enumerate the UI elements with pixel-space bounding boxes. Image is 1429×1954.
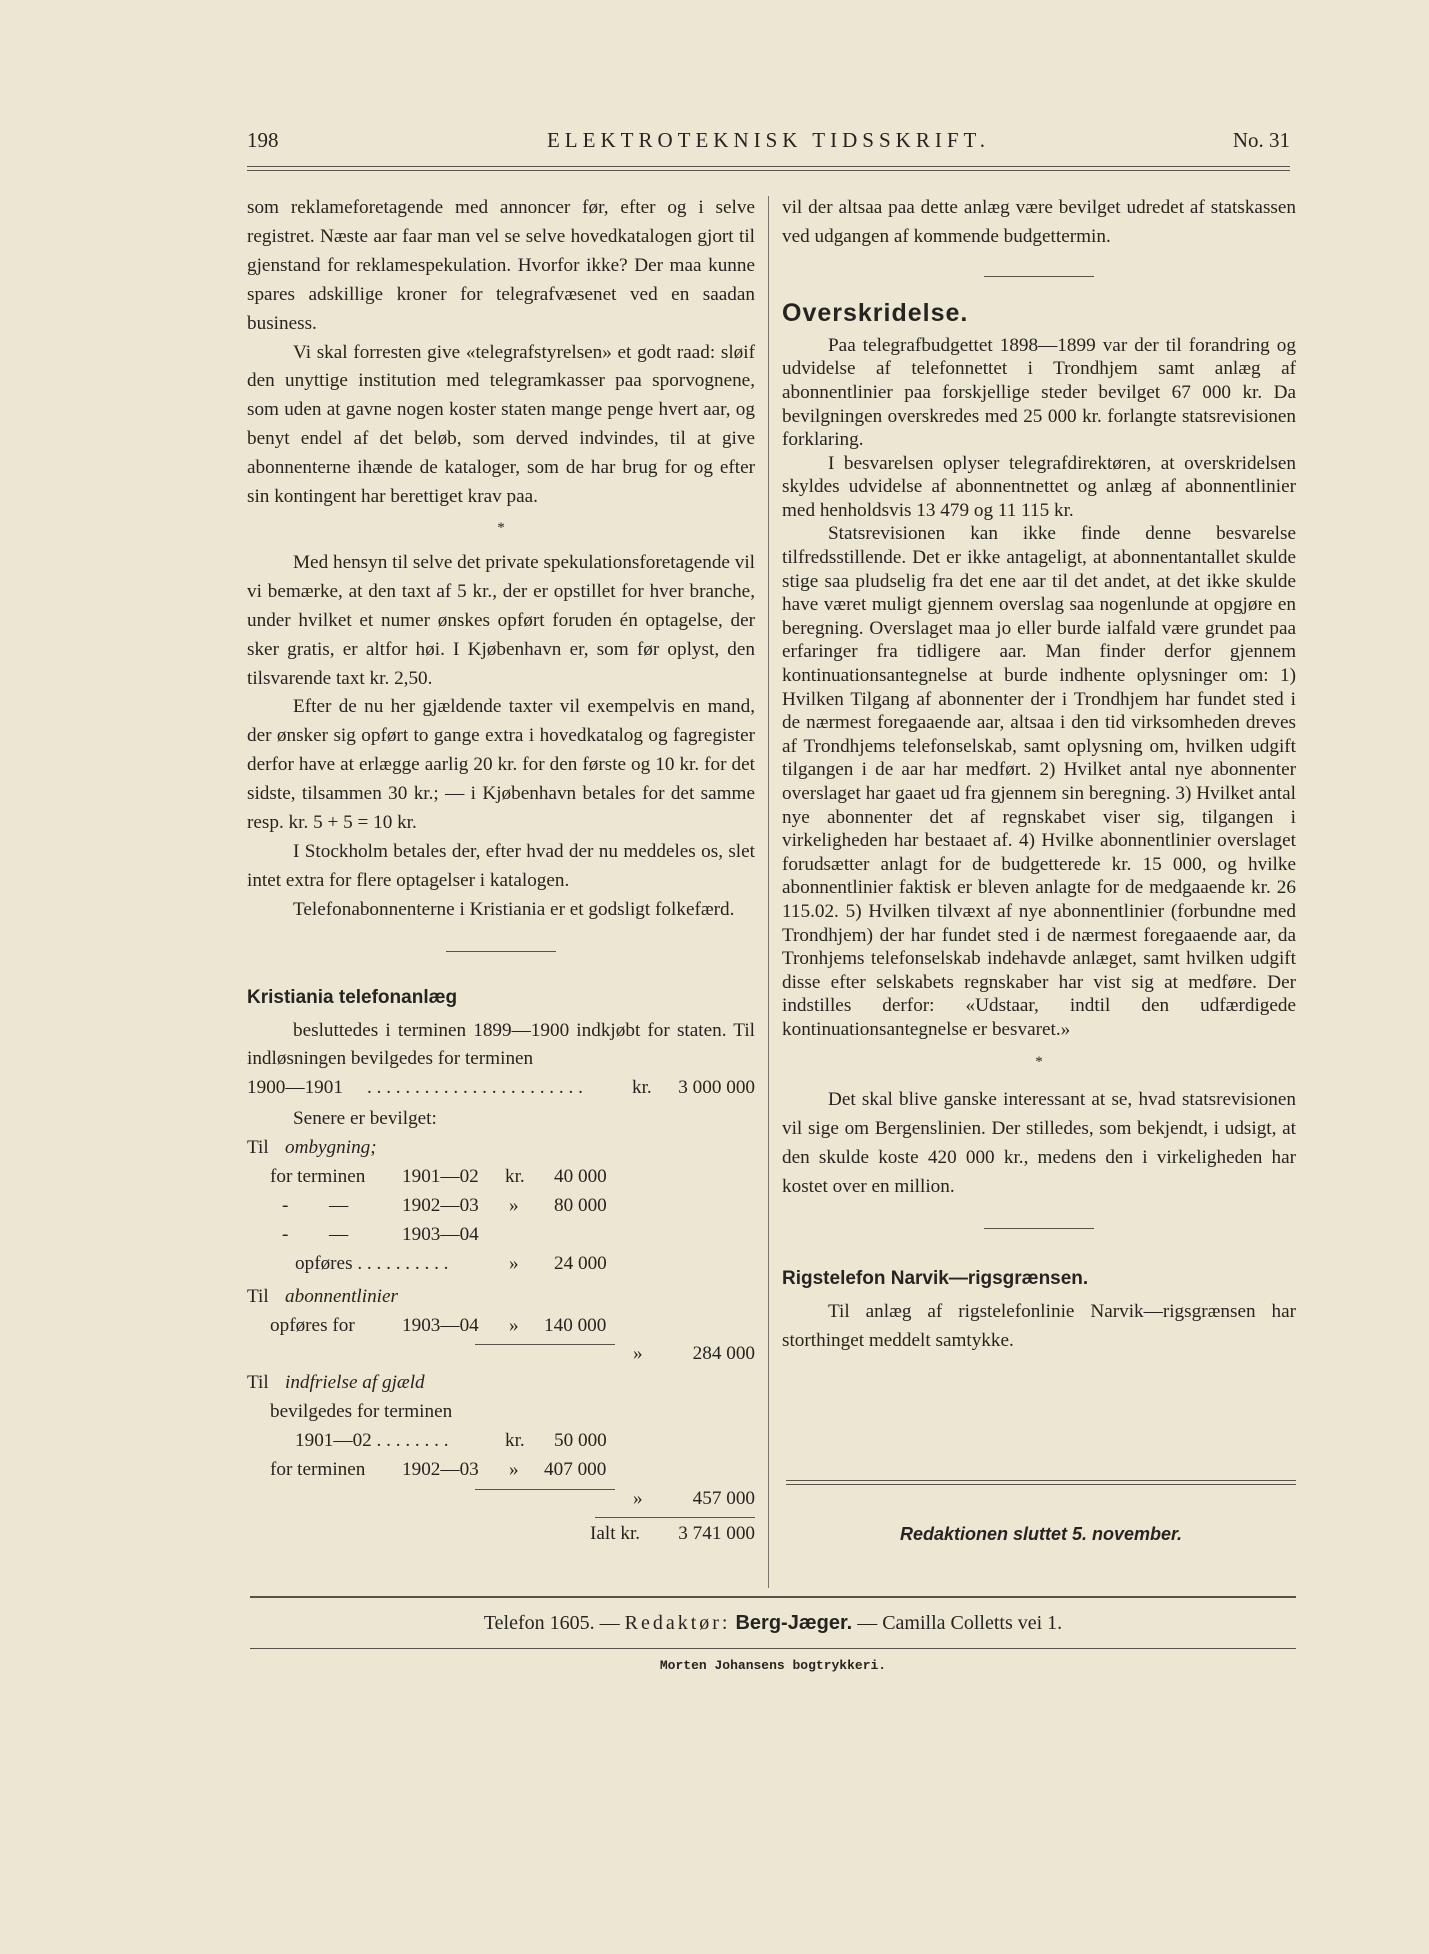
- subtotal-unit: »: [633, 1343, 643, 1365]
- footer-dash: —: [599, 1612, 625, 1634]
- section-heading-kristiania: Kristiania telefonanlæg: [247, 986, 458, 1008]
- budget-term: 1902—03: [402, 1458, 479, 1480]
- left-paragraph: Vi skal forresten give «telegrafstyrelsen» et godt raad: sløif den unyttige institution med telegramkasser paa sporvognene, som uden at gavne nogen koster staten mange penge hvert aar, og benyt endel af det beløb, som derved indvindes, til at give abonnenterne ihænde de kataloger, som de har brug for og efter sin kontingent har berettiget krav paa.: [247, 341, 755, 508]
- budget-label: bevilgedes for terminen: [270, 1401, 453, 1423]
- budget-amount: 24 000: [554, 1252, 607, 1274]
- budget-row: [247, 1250, 755, 1279]
- section-asterisk: *: [1035, 1053, 1043, 1070]
- section-heading-rigstelefon: Rigstelefon Narvik—rigsgrænsen.: [782, 1268, 1089, 1290]
- budget-row: [247, 1105, 755, 1134]
- right-column: [782, 194, 1296, 1356]
- budget-unit: »: [509, 1194, 519, 1216]
- budget-row: [247, 1427, 755, 1456]
- budget-amount: 80 000: [554, 1194, 607, 1216]
- budget-dash: -: [282, 1223, 289, 1245]
- header-rule: [247, 166, 1290, 167]
- budget-prefix: Til: [247, 1137, 269, 1159]
- budget-unit: »: [509, 1252, 519, 1274]
- budget-amount: 140 000: [544, 1314, 607, 1336]
- total-label: Ialt kr.: [590, 1522, 641, 1544]
- subtotal-rule: [475, 1344, 615, 1345]
- budget-term: 1902—03: [402, 1194, 479, 1216]
- budget-category: ombygning;: [285, 1137, 377, 1159]
- issue-number: No. 31: [1232, 128, 1290, 152]
- section-asterisk: *: [497, 519, 505, 536]
- budget-row: [247, 1134, 755, 1163]
- budget-row: [247, 1192, 755, 1221]
- section-heading-overskridelse: Overskridelse.: [782, 298, 969, 327]
- budget-label: opføres . . . . . . . . . .: [295, 1252, 449, 1274]
- budget-amount: 3 000 000: [678, 1077, 755, 1099]
- footer-editor-name: Berg-Jæger.: [735, 1612, 853, 1634]
- subtotal-unit: »: [633, 1487, 643, 1509]
- page-header: [247, 128, 1290, 160]
- right-paragraph: Statsrevisionen kan ikke finde denne besvarelse tilfredsstillende. Det er ikke antageligt, at abonnentantallet skulde stige saa pludselig fra det ene aar til det andet, at det ikke skulde have været muligt gjennem overslag saa nogenlunde at opgjøre en beregning. Overslaget maa jo eller burde ialfald være grundet paa erfaringer fra tidligere aar. Man finder derfor gjennem kontinuationsantegnelse at burde indhente oplysninger om: 1) Hvilken Tilgang af abonnenter der i Trondhjem har fundet sted i de nærmest foregaaende aar, altsaa i den tid virksomheden dreves af Trondhjems telefonselskab, samt oplysning om, hvilken udgift tilgangen i de aar har medført. 2) Hvilket antal nye abonnenter overslaget har gaaet ud fra gjennem sin beregning. 3) Hvilket antal nye abonnenter det af regnskabet viser sig, tilgangen i virkeligheden har bestaaet af. 4) Hvilke abonnentlinier overslaget forudsætter anlagt for de budgetterede kr. 15 000, og hvilke abonnentlinier faktisk er bleven anlagte for de medgaaende kr. 26 115.02. 5) Hvilken tilvæxt af nye abonnentlinier (forbundne med Trondhjem) der har fundet sted i de nærmest foregaaende aar, da Tronhjems telefonselskab indehavde anlæget, samt hvilken udgift disse efter selskabets regnskaber har vist sig at medføre. Der indstilles derfor: «Udstaar, indtil den udfærdigede kontinuationsantegnelse er besvaret.»: [782, 523, 1296, 1040]
- total-amount: 3 741 000: [678, 1522, 755, 1544]
- budget-prefix: Til: [247, 1285, 269, 1307]
- subtotal-row: [247, 1340, 755, 1369]
- subtotal-rule: [475, 1489, 615, 1490]
- footer-rule-bottom: [250, 1648, 1296, 1649]
- left-paragraph: I Stockholm betales der, efter hvad der nu meddeles os, slet intet extra for flere optagelser i katalogen.: [247, 840, 755, 891]
- section-separator: [446, 951, 556, 952]
- left-paragraph: besluttedes i terminen 1899—1900 indkjøbt for staten. Til indløsningen bevilgedes for terminen: [247, 1019, 755, 1070]
- footer-line: [250, 1612, 1296, 1635]
- budget-category: indfrielse af gjæld: [285, 1372, 425, 1394]
- left-paragraph: Telefonabonnenterne i Kristiania er et godsligt folkefærd.: [293, 898, 735, 920]
- total-rule: [595, 1517, 755, 1518]
- budget-label: opføres for: [270, 1314, 355, 1336]
- budget-label: for terminen: [270, 1166, 366, 1188]
- total-row: [247, 1520, 755, 1549]
- closing-note: Redaktionen sluttet 5. november.: [899, 1524, 1183, 1544]
- budget-unit: »: [509, 1314, 519, 1336]
- budget-prefix: Til: [247, 1372, 269, 1394]
- page-number: 198: [247, 128, 279, 152]
- budget-amount: 50 000: [554, 1430, 607, 1452]
- section-separator: [984, 1228, 1094, 1229]
- closing-rule-double: [786, 1484, 1296, 1485]
- footer-address: Camilla Colletts vei 1.: [882, 1612, 1063, 1634]
- budget-unit: kr.: [505, 1430, 525, 1452]
- footer-rule: [250, 1596, 1296, 1598]
- budget-row: [247, 1456, 755, 1485]
- budget-row: [247, 1369, 755, 1398]
- budget-label: for terminen: [270, 1458, 366, 1480]
- budget-row: [247, 1283, 755, 1312]
- budget-subheading: Senere er bevilget:: [293, 1108, 437, 1130]
- budget-category: abonnentlinier: [285, 1285, 398, 1307]
- budget-unit: kr.: [632, 1077, 652, 1099]
- subtotal-row: [247, 1485, 755, 1514]
- footer-dash: —: [857, 1612, 883, 1634]
- budget-term: 1901—02 . . . . . . . .: [295, 1430, 449, 1452]
- header-rule-double: [247, 170, 1290, 171]
- budget-amount: 407 000: [544, 1458, 607, 1480]
- budget-row: [247, 1074, 755, 1103]
- right-paragraph: I besvarelsen oplyser telegrafdirektøren, at overskridelsen skyldes udvidelse af abonnentnettet og anlæg af abonnentlinier med henholdsvis 13 479 og 11 115 kr.: [782, 452, 1296, 521]
- budget-row: [247, 1163, 755, 1192]
- left-column: [247, 194, 755, 1549]
- right-paragraph: Det skal blive ganske interessant at se, hvad statsrevisionen vil sige om Bergenslinien. Der stilledes, som bekjendt, i udsigt, at den skulde koste 420 000 kr., medens den i virkeligheden har kostet over en million.: [782, 1089, 1296, 1198]
- footer-phone: Telefon 1605.: [483, 1612, 595, 1634]
- budget-row: [247, 1312, 755, 1341]
- budget-term: 1903—04: [402, 1223, 479, 1245]
- right-paragraph: vil der altsaa paa dette anlæg være bevilget udredet af statskassen ved udgangen af kommende budgettermin.: [782, 197, 1296, 247]
- left-paragraph: som reklameforetagende med annoncer før, efter og i selve registret. Næste aar faar man vel se selve hovedkatalogen gjort til gjenstand for reklamespekulation. Hvorfor ikke? Der maa kunne spares adskillige kroner for telegrafvæsenet ved en saadan business.: [247, 197, 755, 334]
- budget-row: [247, 1221, 755, 1250]
- budget-term: 1901—02: [402, 1166, 479, 1188]
- budget-term: 1900—1901: [247, 1077, 343, 1099]
- subtotal-amount: 457 000: [692, 1487, 755, 1509]
- closing-rule: [786, 1480, 1296, 1481]
- left-paragraph: Efter de nu her gjældende taxter vil exempelvis en mand, der ønsker sig opført to gange extra i hovedkatalog og fagregister derfor have at erlægge aarlig 20 kr. for den første og 10 kr. for det sidste, tilsammen 30 kr.; — i Kjøbenhavn betales for det samme resp. kr. 5 + 5 = 10 kr.: [247, 696, 755, 834]
- subtotal-amount: 284 000: [692, 1343, 755, 1365]
- right-paragraph: Paa telegrafbudgettet 1898—1899 var der til forandring og udvidelse af telefonnettet i Trondhjem samt anlæg af abonnentlinier paa forskjellige steder bevilget 67 000 kr. Da bevilgningen overskredes med 25 000 kr. forlangte statsrevisionen forklaring.: [782, 334, 1296, 451]
- section-separator: [984, 276, 1094, 277]
- budget-dash: —: [329, 1223, 349, 1245]
- footer-editor-label: Redaktør:: [624, 1612, 731, 1634]
- budget-unit: »: [509, 1458, 519, 1480]
- budget-dash: —: [329, 1194, 349, 1216]
- budget-row: [247, 1398, 755, 1427]
- budget-amount: 40 000: [554, 1166, 607, 1188]
- left-paragraph: Med hensyn til selve det private spekulationsforetagende vil vi bemærke, at den taxt af 5 kr., der er opstillet for hver branche, under hvilket et numer ønskes opført foruden én optagelse, der sker gratis, er altfor høi. I Kjøbenhavn er, som før oplyst, den tilsvarende taxt kr. 2,50.: [247, 551, 755, 689]
- leader-dots: . . . . . . . . . . . . . . . . . . . . . . .: [367, 1077, 583, 1099]
- budget-dash: -: [282, 1194, 289, 1216]
- journal-title: ELEKTROTEKNISK TIDSSKRIFT.: [546, 128, 991, 152]
- column-divider: [768, 196, 769, 1588]
- budget-unit: kr.: [505, 1166, 525, 1188]
- budget-term: 1903—04: [402, 1314, 479, 1336]
- right-paragraph: Til anlæg af rigstelefonlinie Narvik—rigsgrænsen har storthinget meddelt samtykke.: [782, 1300, 1296, 1351]
- printer-imprint: Morten Johansens bogtrykkeri.: [659, 1658, 887, 1673]
